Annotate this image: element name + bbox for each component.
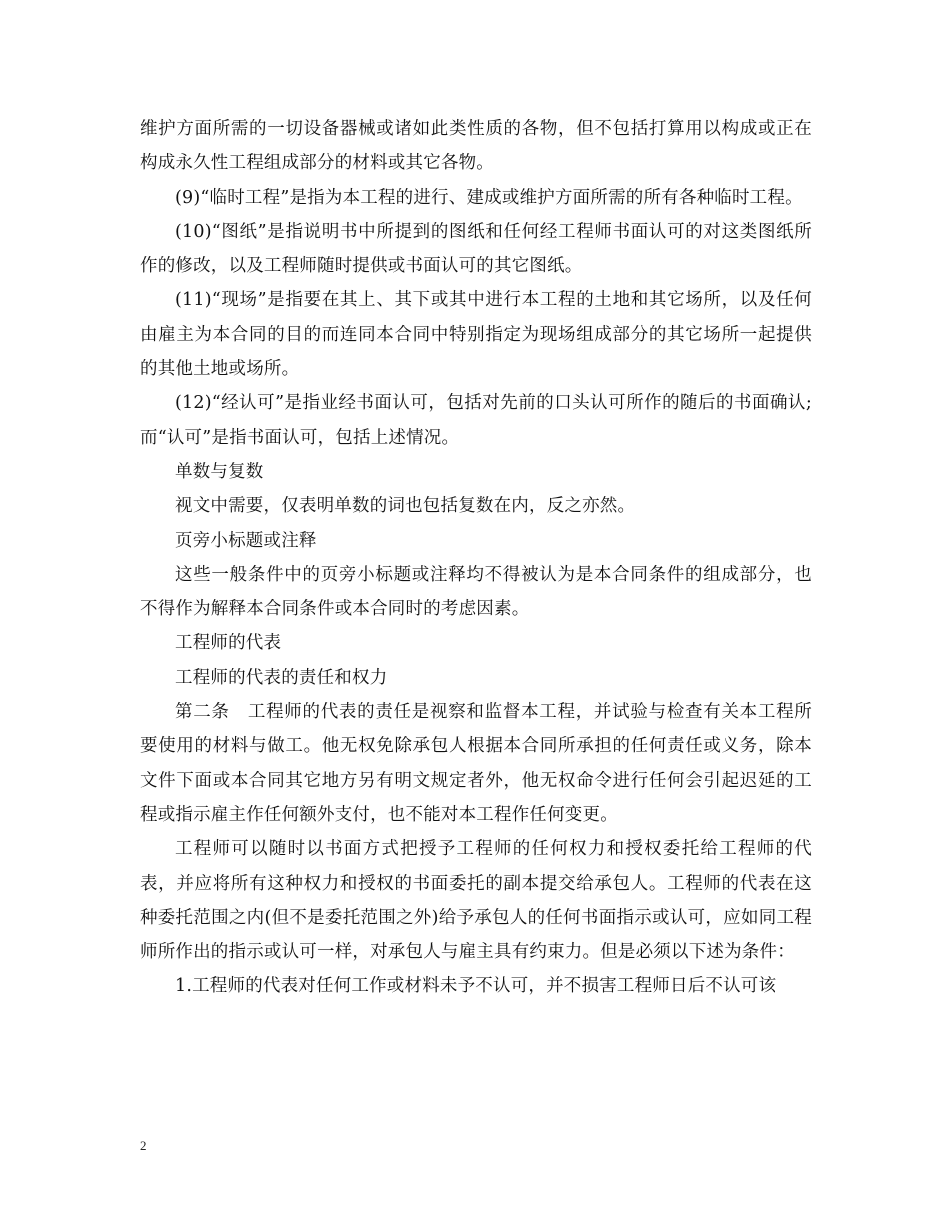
paragraph: 1.工程师的代表对任何工作或材料未予不认可，并不损害工程师日后不认可该 (175, 976, 777, 997)
paragraph: 这些一般条件中的页旁小标题或注释均不得被认为是本合同条件的组成部分，也不得作为解释本合同条件或本合同时的考虑因素。 (140, 564, 812, 620)
section-heading: 工程师的代表 (175, 633, 282, 654)
section-heading: 工程师的代表的责任和权力 (175, 667, 388, 688)
paragraph: 视文中需要，仅表明单数的词也包括复数在内，反之亦然。 (175, 496, 636, 517)
document-body (140, 112, 812, 1004)
paragraph: (12)“经认可”是指业经书面认可，包括对先前的口头认可所作的随后的书面确认;而“认可”是指书面认可，包括上述情况。 (140, 393, 812, 448)
paragraph: (11)“现场”是指要在其上、其下或其中进行本工程的土地和其它场所，以及任何由雇主为本合同的目的而连同本合同中特别指定为现场组成部分的其它场所一起提供的其他土地或场所。 (140, 290, 812, 380)
section-heading: 页旁小标题或注释 (175, 530, 317, 551)
section-heading: 单数与复数 (175, 461, 264, 482)
page-number: 2 (140, 1138, 147, 1153)
paragraph: 维护方面所需的一切设备器械或诸如此类性质的各物，但不包括打算用以构成或正在构成永久性工程组成部分的材料或其它各物。 (140, 119, 812, 174)
paragraph: 工程师可以随时以书面方式把授予工程师的任何权力和授权委托给工程师的代表，并应将所有这种权力和授权的书面委托的副本提交给承包人。工程师的代表在这种委托范围之内(但不是委托范围之外)给予承包人的任何书面指示或认可，应如同工程师所作出的指示或认可一样，对承包人与雇主具有约束力。但是必须以下述为条件： (140, 839, 812, 963)
paragraph: (10)“图纸”是指说明书中所提到的图纸和任何经工程师书面认可的对这类图纸所作的修改，以及工程师随时提供或书面认可的其它图纸。 (140, 221, 812, 277)
paragraph: 第二条 工程师的代表的责任是视察和监督本工程，并试验与检查有关本工程所要使用的材料与做工。他无权免除承包人根据本合同所承担的任何责任或义务，除本文件下面或本合同其它地方另有明文规定者外，他无权命令进行任何会引起迟延的工程或指示雇主作任何额外支付，也不能对本工程作任何变更。 (140, 702, 812, 825)
paragraph: (9)“临时工程”是指为本工程的进行、建成或维护方面所需的所有各种临时工程。 (175, 187, 803, 208)
